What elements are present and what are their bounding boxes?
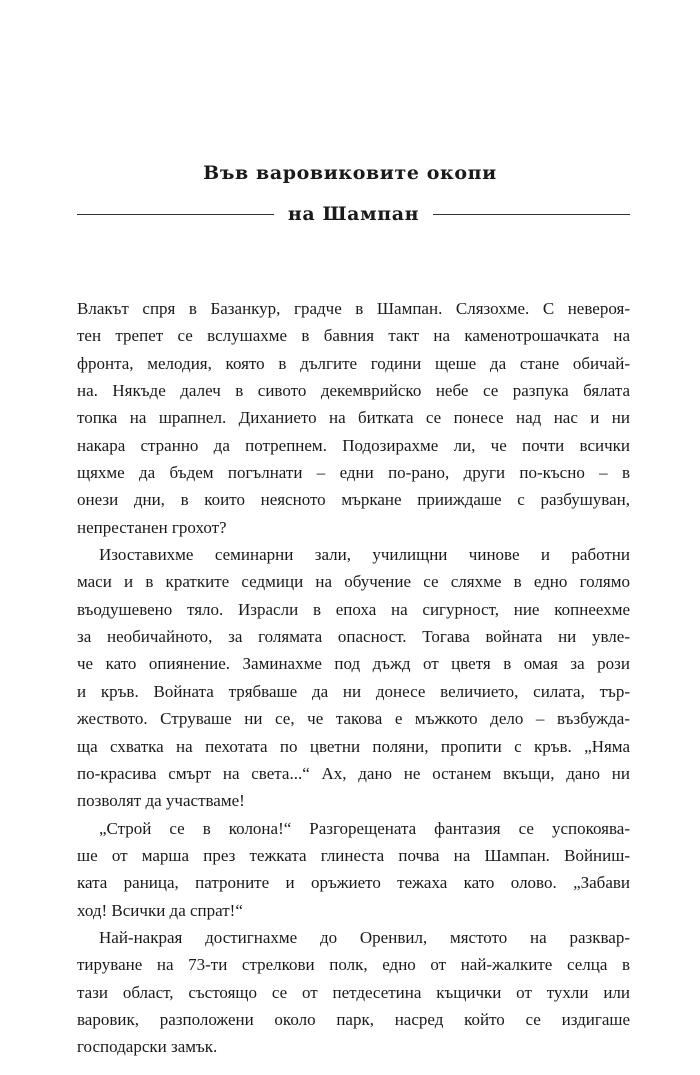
paragraph-2-line: маси и в кратките седмици на обучение се сляхме в едно голямо [77, 572, 630, 592]
chapter-title-line1: Във варовиковите окопи [203, 162, 497, 184]
paragraph-4-line: Най-накрая достигнахме до Оренвил, мястото на разквар- [99, 927, 630, 947]
paragraph-3-line: ше от марша през тежката глинеста почва на Шампан. Войниш- [77, 845, 630, 865]
paragraph-1-line: щяхме да бъдем погълнати – едни по-рано, други по-късно – в [77, 463, 630, 483]
paragraph-4-line: варовик, разположени около парк, насред който се издигаше [77, 1009, 630, 1029]
paragraph-1-line: Влакът спря в Базанкур, градче в Шампан. Слязохме. С невероя- [77, 299, 630, 318]
left-title-rule [77, 214, 274, 215]
paragraph-2-line: че като опиянение. Заминахме под дъжд от цветя в омая за рози [77, 654, 630, 674]
paragraph-2-line: въодушевено тяло. Израсли в епоха на сигурност, ние копнеехме [77, 599, 630, 619]
chapter-title-line2: на Шампан [287, 203, 420, 225]
right-title-rule [433, 214, 630, 215]
body-text [77, 295, 630, 1061]
paragraph-3-line: ход! Всички да спрат!“ [77, 900, 243, 920]
paragraph-4-line: господарски замък. [77, 1037, 218, 1057]
paragraph-2-line: жеството. Струваше ни се, че такова е мъжкото дело – възбужда- [77, 709, 630, 729]
paragraph-1-line: непрестанен грохот? [77, 517, 227, 537]
paragraph-1-line: на. Някъде далеч в сивото декемврийско небе се разпука бялата [77, 381, 630, 401]
paragraph-2-line: за необичайното, за голямата опасност. Тогава войната ни увле- [77, 627, 630, 647]
paragraph-2-line: позволят да участваме! [77, 791, 245, 811]
paragraph-3-line: ката раница, патроните и оръжието тежаха като олово. „Забави [77, 873, 630, 893]
paragraph-2-line: Изоставихме семинарни зали, училищни чинове и работни [99, 545, 630, 565]
paragraph-1-line: топка на шрапнел. Диханието на битката се понесе над нас и ни [77, 408, 630, 428]
paragraph-4-line: тируване на 73-ти стрелкови полк, едно от най-жалките селца в [77, 955, 630, 975]
paragraph-2-line: ща схватка на пехотата по цветни поляни, пропити с кръв. „Няма [77, 736, 630, 756]
paragraph-1-line: тен трепет се вслушахме в бавния такт на каменотрошачката на [77, 326, 630, 346]
paragraph-3-line: „Строй се в колона!“ Разгорещената фантазия се успокоява- [99, 818, 630, 838]
chapter-title-row [77, 199, 630, 229]
paragraph-1-line: онези дни, в които неясното мъркане прииждаше с разбушуван, [77, 490, 630, 510]
paragraph-4-line: тази област, състоящо се от петдесетина къщички от тухли или [77, 982, 630, 1002]
paragraph-1-line: фронта, мелодия, която в дългите години щеше да стане обичай- [77, 353, 630, 373]
paragraph-2-line: по-красива смърт на света...“ Ах, дано не останем вкъщи, дано ни [77, 763, 630, 783]
paragraph-2-line: и кръв. Войната трябваше да ни донесе величието, силата, тър- [77, 681, 630, 701]
paragraph-1-line: накара странно да потрепнем. Подозирахме ли, че почти всички [77, 435, 630, 455]
